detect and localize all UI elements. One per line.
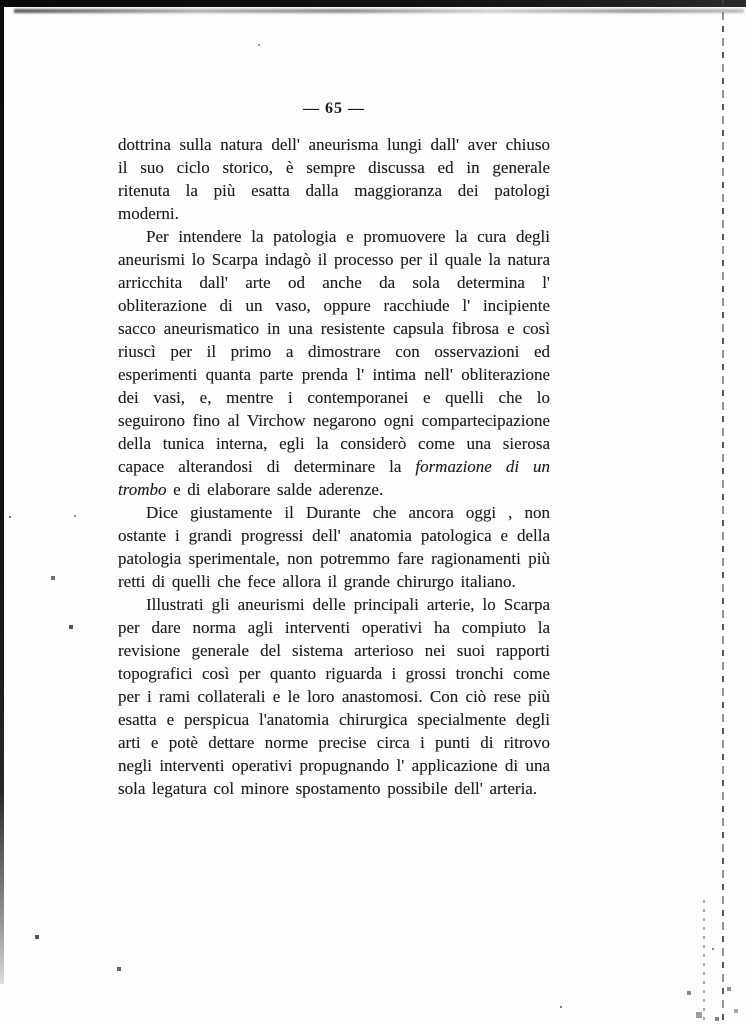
text-segment: dottrina sulla natura dell' aneurisma lungi dall' aver chiuso il suo ciclo storico, è sempre discussa ed in generale ritenuta la più esatta dalla maggioranza dei patologi moderni. bbox=[118, 135, 550, 223]
text-segment: Per intendere la patologia e promuovere la cura degli aneurismi lo Scarpa indagò il processo per il quale la natura arricchita dall' arte od anche da sola determina l' obliterazione di un vaso, oppure racchiude l' incipiente sacco aneurismatico in una resistente capsula fibrosa e così riuscì per il primo a dimostrare con osservazioni ed esperimenti quanta parte prenda l' intima nell' obliterazione dei vasi, e, mentre i contemporanei e quelli che lo seguirono fino al Virchow negarono ogni compartecipazione della tunica interna, egli la considerò come una sierosa capace alterandosi di determinare la bbox=[118, 227, 550, 476]
text-segment: e di elaborare salde aderenze. bbox=[166, 480, 384, 499]
paragraph bbox=[118, 593, 550, 800]
scan-smudge-top bbox=[14, 9, 744, 13]
scan-speckles bbox=[0, 0, 2, 2]
paragraph bbox=[118, 133, 550, 225]
scan-noise-right bbox=[703, 900, 705, 1024]
page-text bbox=[118, 133, 550, 800]
page-number: — 65 — bbox=[303, 100, 365, 117]
paragraph bbox=[118, 225, 550, 501]
text-segment: Dice giustamente il Durante che ancora oggi , non ostante i grandi progressi dell' anatomia patologica e della patologia sperimentale, non potremmo fare ragionamenti più retti di quelli che fece allora il grande chirurgo italiano. bbox=[118, 503, 550, 591]
scan-edge-left bbox=[0, 6, 4, 984]
scan-edge-top bbox=[0, 0, 746, 7]
scan-edge-right-dashed bbox=[722, 0, 724, 1024]
text-segment: Illustrati gli aneurismi delle principali arterie, lo Scarpa per dare norma agli interventi operativi ha compiuto la revisione generale del sistema arterioso nei suoi rapporti topografici così per quanto riguarda i grossi tronchi come per i rami collaterali e le loro anastomosi. Con ciò rese più esatta e perspicua l'anatomia chirurgica specialmente degli arti e potè dettare norme precise circa i punti di ritrovo negli interventi operativi propugnando l' applicazione di una sola legatura col minore spostamento possibile dell' arteria. bbox=[118, 595, 550, 798]
paragraph bbox=[118, 501, 550, 593]
italic-text-segment: formazione di un trombo bbox=[118, 457, 551, 499]
